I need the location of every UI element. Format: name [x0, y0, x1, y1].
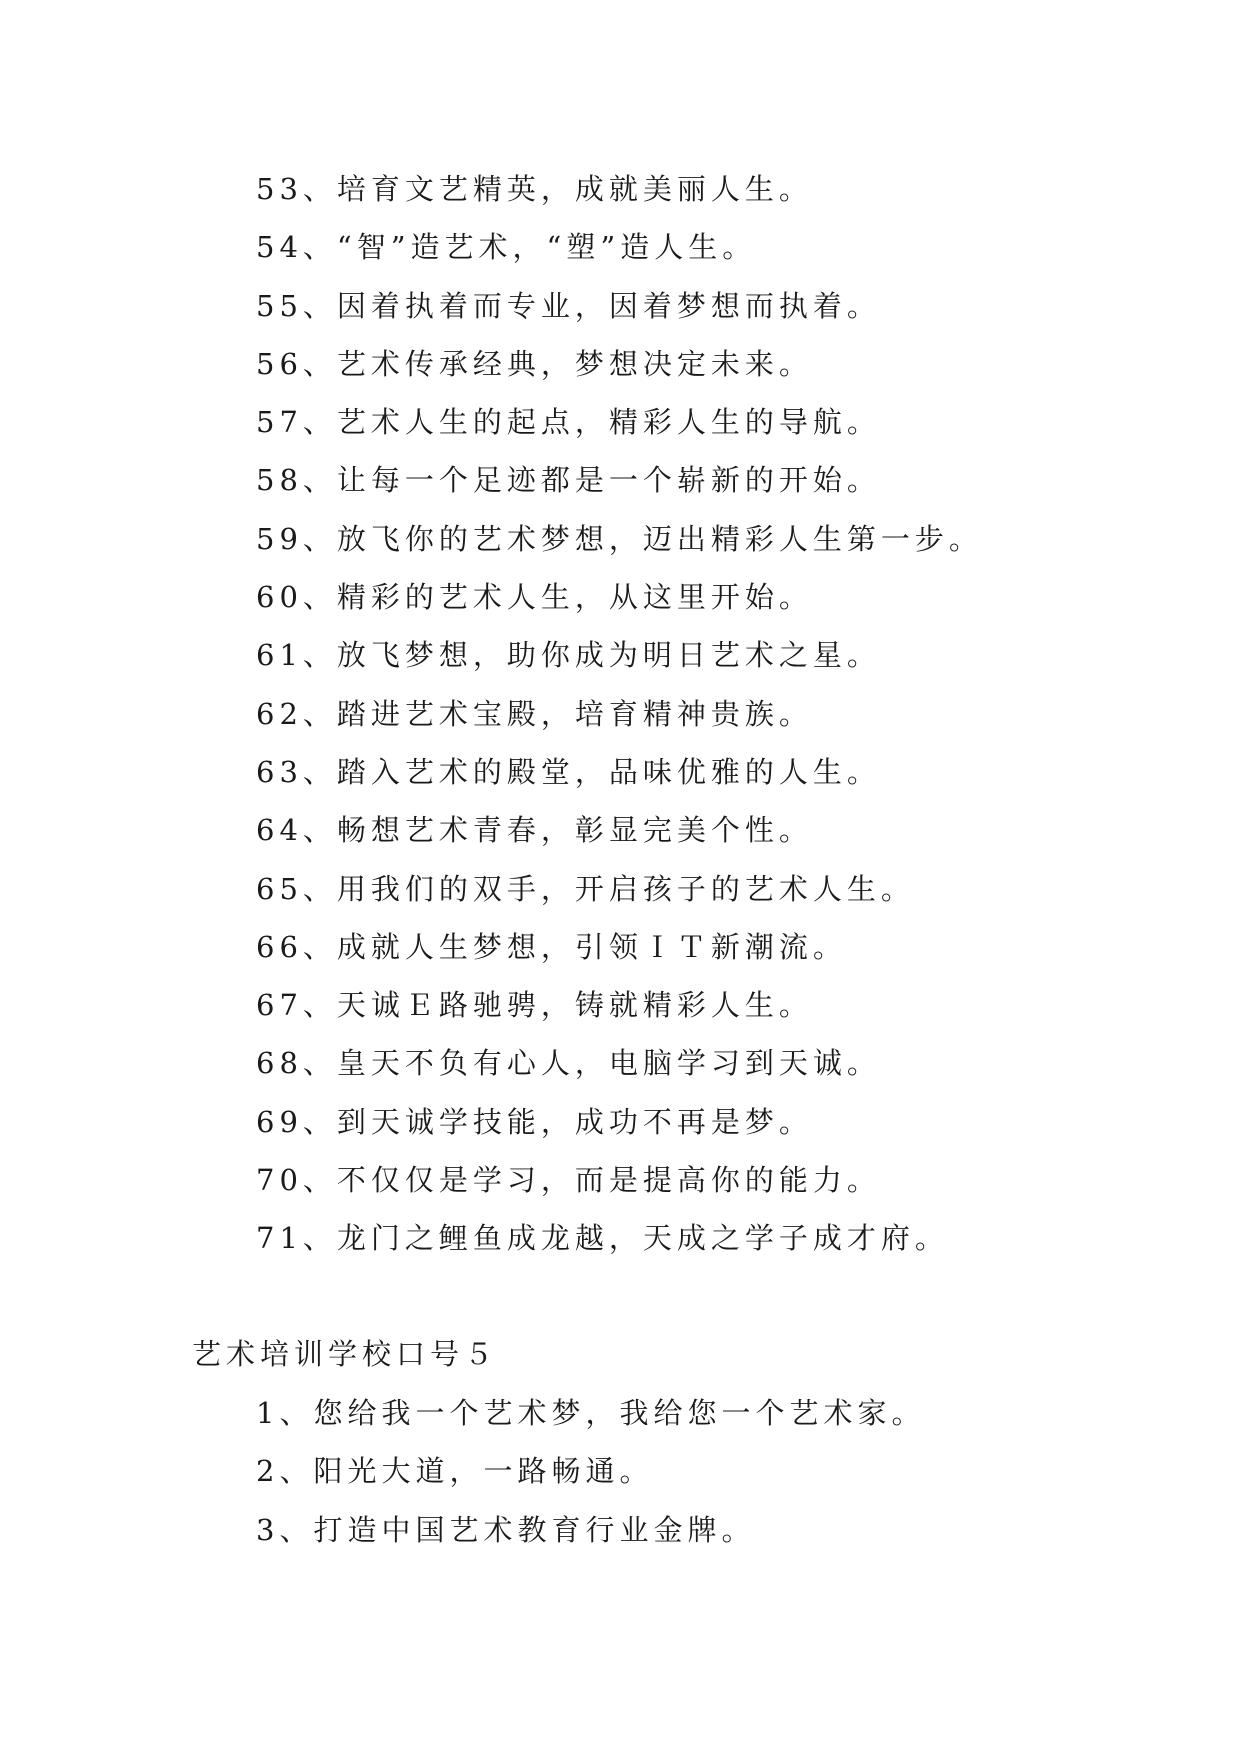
list-item: 71、龙门之鲤鱼成龙越，天成之学子成才府。: [256, 1221, 949, 1256]
list-item: 56、艺术传承经典，梦想决定未来。: [256, 346, 813, 381]
list-item: 67、天诚Ｅ路驰骋，铸就精彩人生。: [256, 988, 813, 1023]
list-item: 69、到天诚学技能，成功不再是梦。: [256, 1104, 813, 1139]
list-item: 70、不仅仅是学习，而是提高你的能力。: [256, 1163, 881, 1198]
list-item: 60、精彩的艺术人生，从这里开始。: [256, 580, 813, 615]
slogan-list-continued: [256, 160, 983, 1268]
list-item: 65、用我们的双手，开启孩子的艺术人生。: [256, 871, 915, 906]
list-item: 3、打造中国艺术教育行业金牌。: [256, 1512, 756, 1547]
list-item: 66、成就人生梦想，引领ＩＴ新潮流。: [256, 929, 847, 964]
list-item: 68、皇天不负有心人，电脑学习到天诚。: [256, 1046, 881, 1081]
list-item: 63、踏入艺术的殿堂，品味优雅的人生。: [256, 754, 881, 789]
section-heading: 艺术培训学校口号５: [192, 1337, 499, 1371]
list-item: 58、让每一个足迹都是一个崭新的开始。: [256, 463, 881, 498]
slogan-list-section-5: [256, 1384, 925, 1559]
list-item: 2、阳光大道，一路畅通。: [256, 1454, 654, 1489]
list-item: 57、艺术人生的起点，精彩人生的导航。: [256, 405, 881, 440]
list-item: 59、放飞你的艺术梦想，迈出精彩人生第一步。: [256, 521, 983, 556]
list-item: 55、因着执着而专业，因着梦想而执着。: [256, 288, 881, 323]
list-item: 62、踏进艺术宝殿，培育精神贵族。: [256, 696, 813, 731]
list-item: 54、“智”造艺术，“塑”造人生。: [256, 230, 757, 265]
list-item: 53、培育文艺精英，成就美丽人生。: [256, 172, 813, 206]
list-item: 61、放飞梦想，助你成为明日艺术之星。: [256, 638, 881, 673]
list-item: 1、您给我一个艺术梦，我给您一个艺术家。: [256, 1396, 926, 1430]
list-item: 64、畅想艺术青春，彰显完美个性。: [256, 813, 813, 848]
